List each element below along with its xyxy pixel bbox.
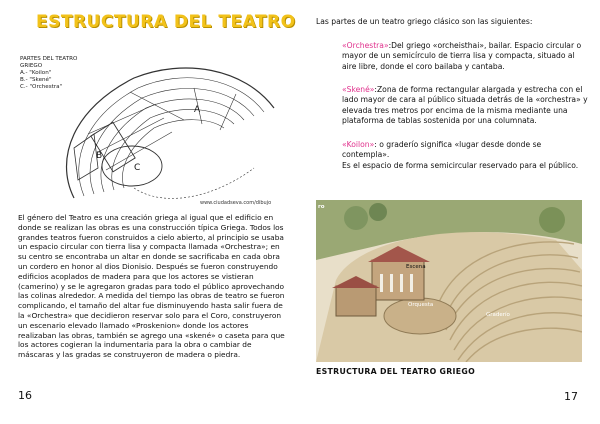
photo-label-orquesta: Orquesta <box>408 302 434 308</box>
part-skene <box>316 85 588 127</box>
part-orchestra <box>316 41 588 72</box>
term-skene: «Skené» <box>342 85 375 94</box>
term-orchestra: «Orchestra» <box>342 41 389 50</box>
figure-caption: ESTRUCTURA DEL TEATRO GRIEGO <box>316 367 475 376</box>
legend-line: GRIEGO <box>20 63 43 69</box>
definition-koilon: : o graderío significa «lugar desde donde se contempla». Es el espacio de forma semicircular reservado para el público. <box>342 140 579 170</box>
legend-line: PARTES DEL TEATRO <box>20 56 78 62</box>
body-paragraph: El género del Teatro es una creación griega al igual que el edificio en donde se realizan las obras es una construcción típica Griega. Todos los grandes teatros fueron construidos a cielo abierto, al principio se usaba un espacio circular con tierra lisa y compacta llamada «Orchestra»; en su centro se encontraba un altar en donde se sacrificaba en cada obra un cordero en honor al dios Dionisio. Después se fueron construyendo edificios acoplados de madera para que los actores se vistieran (camerino) y se le agregaron gradas para todo el público aprovechando las colinas alrededor. A medida del tiempo las obras de teatro se fueron complicando, el tamaño del altar fue disminuyendo hasta salir fuera de la «Orchestra» que decidieron reservar solo para el Coro, construyeron un escenario elevado llamado «Proskenion» donde los actores realizaban las obras, también se agrego una «skené» o caseta para que los actores cogieran la indumentaria para la obra o cambiar de máscaras y las gradas se construyeron de madera o piedra. <box>18 213 285 360</box>
term-koilon: «Koilon» <box>342 140 375 149</box>
legend-line: A.- "Koilon" <box>20 70 52 76</box>
photo-label-graderio: Graderío <box>486 312 510 318</box>
page-number: 16 <box>18 389 32 402</box>
legend-line: B.- "Skené" <box>20 77 52 83</box>
photo-corner-label: ro <box>318 204 325 210</box>
part-koilon <box>316 140 588 171</box>
sketch-letter-c: C <box>134 163 141 173</box>
page-number: 17 <box>564 390 578 403</box>
page-title: ESTRUCTURA DEL TEATRO <box>36 12 296 32</box>
definition-orchestra: :Del griego «orcheisthai», bailar. Espacio circular o mayor de un semicírculo de tierra lisa y compacta, situado al aire libre, donde el coro bailaba y cantaba. <box>342 41 582 71</box>
body-text <box>18 213 288 360</box>
sketch-legend <box>20 56 77 91</box>
intro-text: Las partes de un teatro griego clásico son las siguientes: <box>316 17 533 26</box>
theater-illustration <box>316 200 582 362</box>
photo-label-escena: Escena <box>406 264 426 270</box>
definition-skene: :Zona de forma rectangular alargada y estrecha con el lado mayor de cara al público situada detrás de la «orchestra» y elevada tres metros por encima de la misma mediante una plataforma de tablas sostenida por una columnata. <box>342 85 588 126</box>
sketch-credit: www.ciudadseva.com/dibujo <box>200 200 272 206</box>
sketch-letter-b: B <box>96 151 103 161</box>
sketch-letter-a: A <box>194 105 201 115</box>
right-page <box>300 0 600 424</box>
legend-line: C.- "Orchestra" <box>20 84 63 90</box>
